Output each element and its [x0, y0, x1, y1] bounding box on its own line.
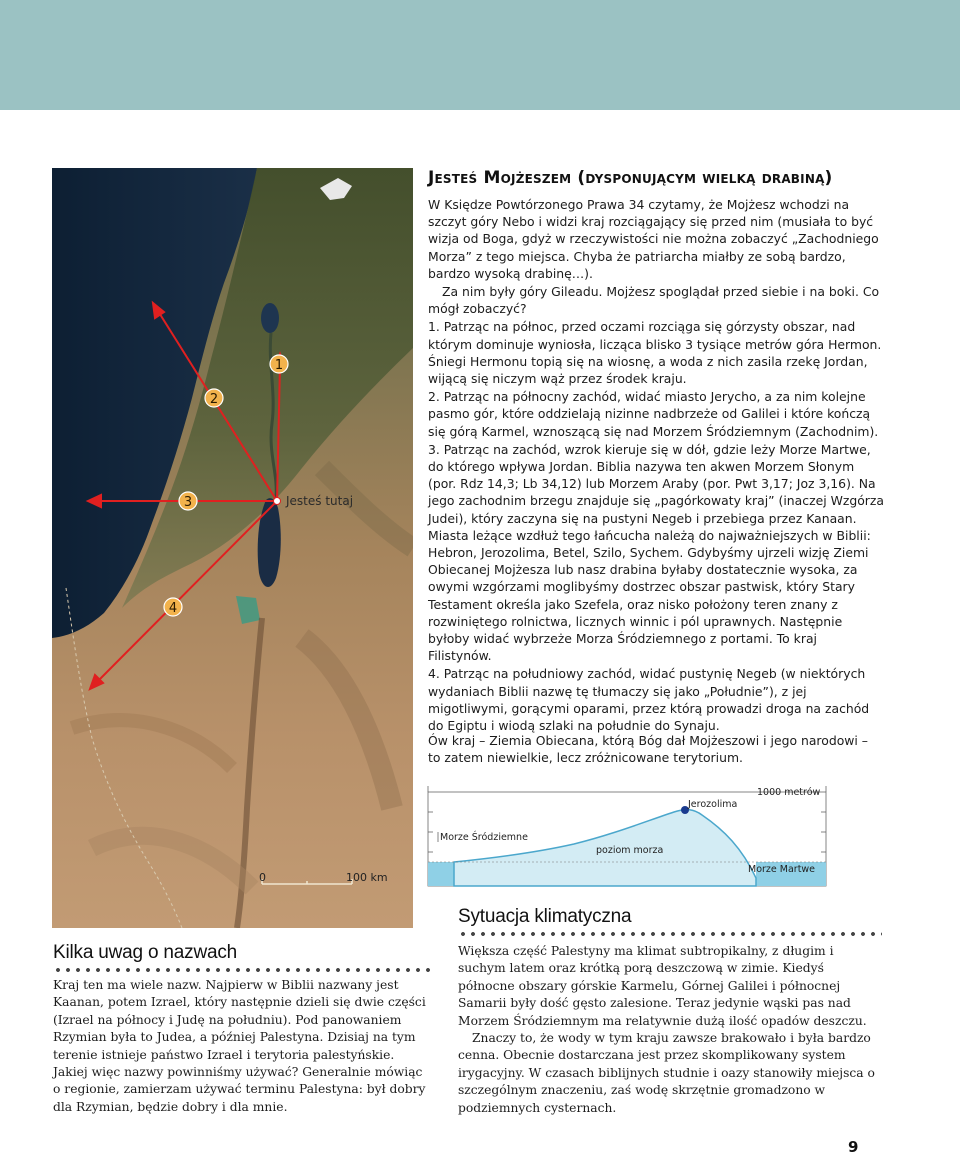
- top-color-band: [0, 0, 960, 110]
- map-marker-1-label: 1: [274, 358, 284, 373]
- jerusalem-label: Jerozolima: [688, 799, 738, 810]
- paragraph: W Księdze Powtórzonego Prawa 34 czytamy, że Mojżesz wchodzi na szczyt góry Nebo i widzi kraj rozciągający się przed nim (musiała to być wizja od Boga, gdyż w rzeczywistości nie można zobaczyć „Zachodniego Morza” z tego miejsca. Chyba że patriarcha miałby ze sobą bardzo, bardzo wysoką drabinę…).: [428, 197, 879, 281]
- map-marker-1: [270, 355, 288, 373]
- map-marker-3: [179, 492, 197, 510]
- mediterranean-label: Morze Śródziemne: [440, 832, 528, 843]
- map-marker-3-label: 3: [183, 495, 193, 510]
- names-paragraph: Kraj ten ma wiele nazw. Najpierw w Biblii nazwany jest Kaanan, potem Izrael, który następnie dzieli się dwie części (Izrael na północy i Judę na południu). Pod panowaniem Rzymian była to Judea, a później Palestyna. Dzisiaj na tym terenie istnieje państwo Izrael i terytoria palestyńskie. Jakiej więc nazwy powinniśmy używać? Generalnie mówiąc o regionie, zamierzam używać terminu Palestyna: był dobry dla Rzymian, będzie dobry i dla mnie.: [53, 978, 426, 1114]
- sea-level-label: poziom morza: [596, 845, 664, 856]
- summary-paragraph: Ów kraj – Ziemia Obiecana, którą Bóg dał Mojżeszowi i jego narodowi – to zatem niewielkie, lecz zróżnicowane terytorium.: [428, 733, 868, 766]
- paragraph: 1. Patrząc na północ, przed oczami rozciąga się górzysty obszar, nad którym dominuje wyniosła, licząca blisko 3 tysiące metrów góra Hermon. Śniegi Hermonu topią się na wiosnę, a woda z nich zasila rzekę Jordan, wijącą się niczym wąż przez środek kraju.: [428, 319, 882, 387]
- scale-zero: 0: [259, 871, 266, 884]
- names-text: [53, 977, 431, 1116]
- elevation-profile: [424, 778, 834, 890]
- map-marker-2: [205, 389, 223, 407]
- climate-paragraph: Znaczy to, że wody w tym kraju zawsze brakowało i była bardzo cenna. Obecnie dostarczana jest przez skomplikowany system irygacyjny. W czasach biblijnych studnie i oazy stanowiły miejsca o szczególnym znaczeniu, zaś wodę skrzętnie gromadzono w podziemnych cysternach.: [458, 1031, 875, 1115]
- climate-text: [458, 943, 882, 1117]
- names-heading: Kilka uwag o nazwach: [53, 942, 237, 963]
- scale-max: 100 km: [346, 871, 388, 884]
- you-are-here-label: Jesteś tutaj: [286, 494, 354, 508]
- paragraph: 2. Patrząc na północny zachód, widać miasto Jerycho, a za nim kolejne pasmo gór, które oddzielają nizinne nadbrzeże od Galilei i które kończą się górą Karmel, wznoszącą się nad Morzem Śródziemnym (Zachodnim).: [428, 389, 879, 439]
- dotted-rule: [458, 931, 882, 937]
- summary-text: [428, 732, 868, 766]
- height-label: 1000 metrów: [757, 787, 821, 798]
- satellite-map: [52, 168, 413, 928]
- map-marker-4-label: 4: [168, 601, 178, 616]
- page-number: 9: [848, 1138, 859, 1156]
- dotted-rule: [53, 967, 431, 973]
- map-marker-4: [164, 598, 182, 616]
- paragraph: 3. Patrząc na zachód, wzrok kieruje się w dół, gdzie leży Morze Martwe, do którego wpływa Jordan. Biblia nazywa ten akwen Morzem Słonym (por. Rdz 14,3; Lb 34,12) lub Morzem Araby (por. Pwt 3,17; Joz 3,16). Na jego zachodnim brzegu znajduje się „pagórkowaty kraj” (inaczej Wzgórza Judei), który zaczyna się na pustyni Negeb i przebiega przez Kanaan. Miasta leżące wzdłuż tego łańcucha należą do najważniejszych w Biblii: Hebron, Jerozolima, Betel, Szilo, Sychem. Gdybyśmy ujrzeli wizję Ziemi Obiecanej Mojżesza lub nasz drabina byłaby dostatecznie wysoka, za owymi wzgórzami moglibyśmy dostrzec obszar pastwisk, który Stary Testament określa jako Szefela, oraz nisko położony teren znany z rozwiniętego rolnictwa, licznych winnic i pól uprawnych. Następnie byłoby widać wybrzeże Morza Śródziemnego z portami. To kraj Filistynów.: [428, 441, 884, 664]
- dead-sea-label: Morze Martwe: [748, 864, 816, 875]
- climate-heading: Sytuacja klimatyczna: [458, 906, 632, 927]
- climate-paragraph: Większa część Palestyny ma klimat subtropikalny, z długim i suchym latem oraz krótką porą deszczową w zimie. Kiedyś północne obszary górskie Karmelu, Górnej Galilei i północnej Samarii były dość gęsto zalesione. Teraz jedynie wąski pas nad Morzem Śródziemnym ma relatywnie dużą ilość opadów deszczu.: [458, 944, 867, 1028]
- map-marker-2-label: 2: [209, 392, 219, 407]
- paragraph: Za nim były góry Gileadu. Mojżesz spoglądał przed siebie i na boki. Co mógł zobaczyć?: [428, 284, 880, 317]
- section-title: Jesteś Mojżeszem (dysponującym wielką drabiną): [428, 168, 833, 188]
- paragraph: 4. Patrząc na południowy zachód, widać pustynię Negeb (w niektórych wydaniach Biblii nazwę tę tłumaczy się jako „Południe”), z jej migotliwymi, gorącymi oparami, przez którą prowadzi droga na zachód do Egiptu i wiodą szlaki na południe do Synaju.: [428, 666, 870, 734]
- main-text: [428, 196, 884, 735]
